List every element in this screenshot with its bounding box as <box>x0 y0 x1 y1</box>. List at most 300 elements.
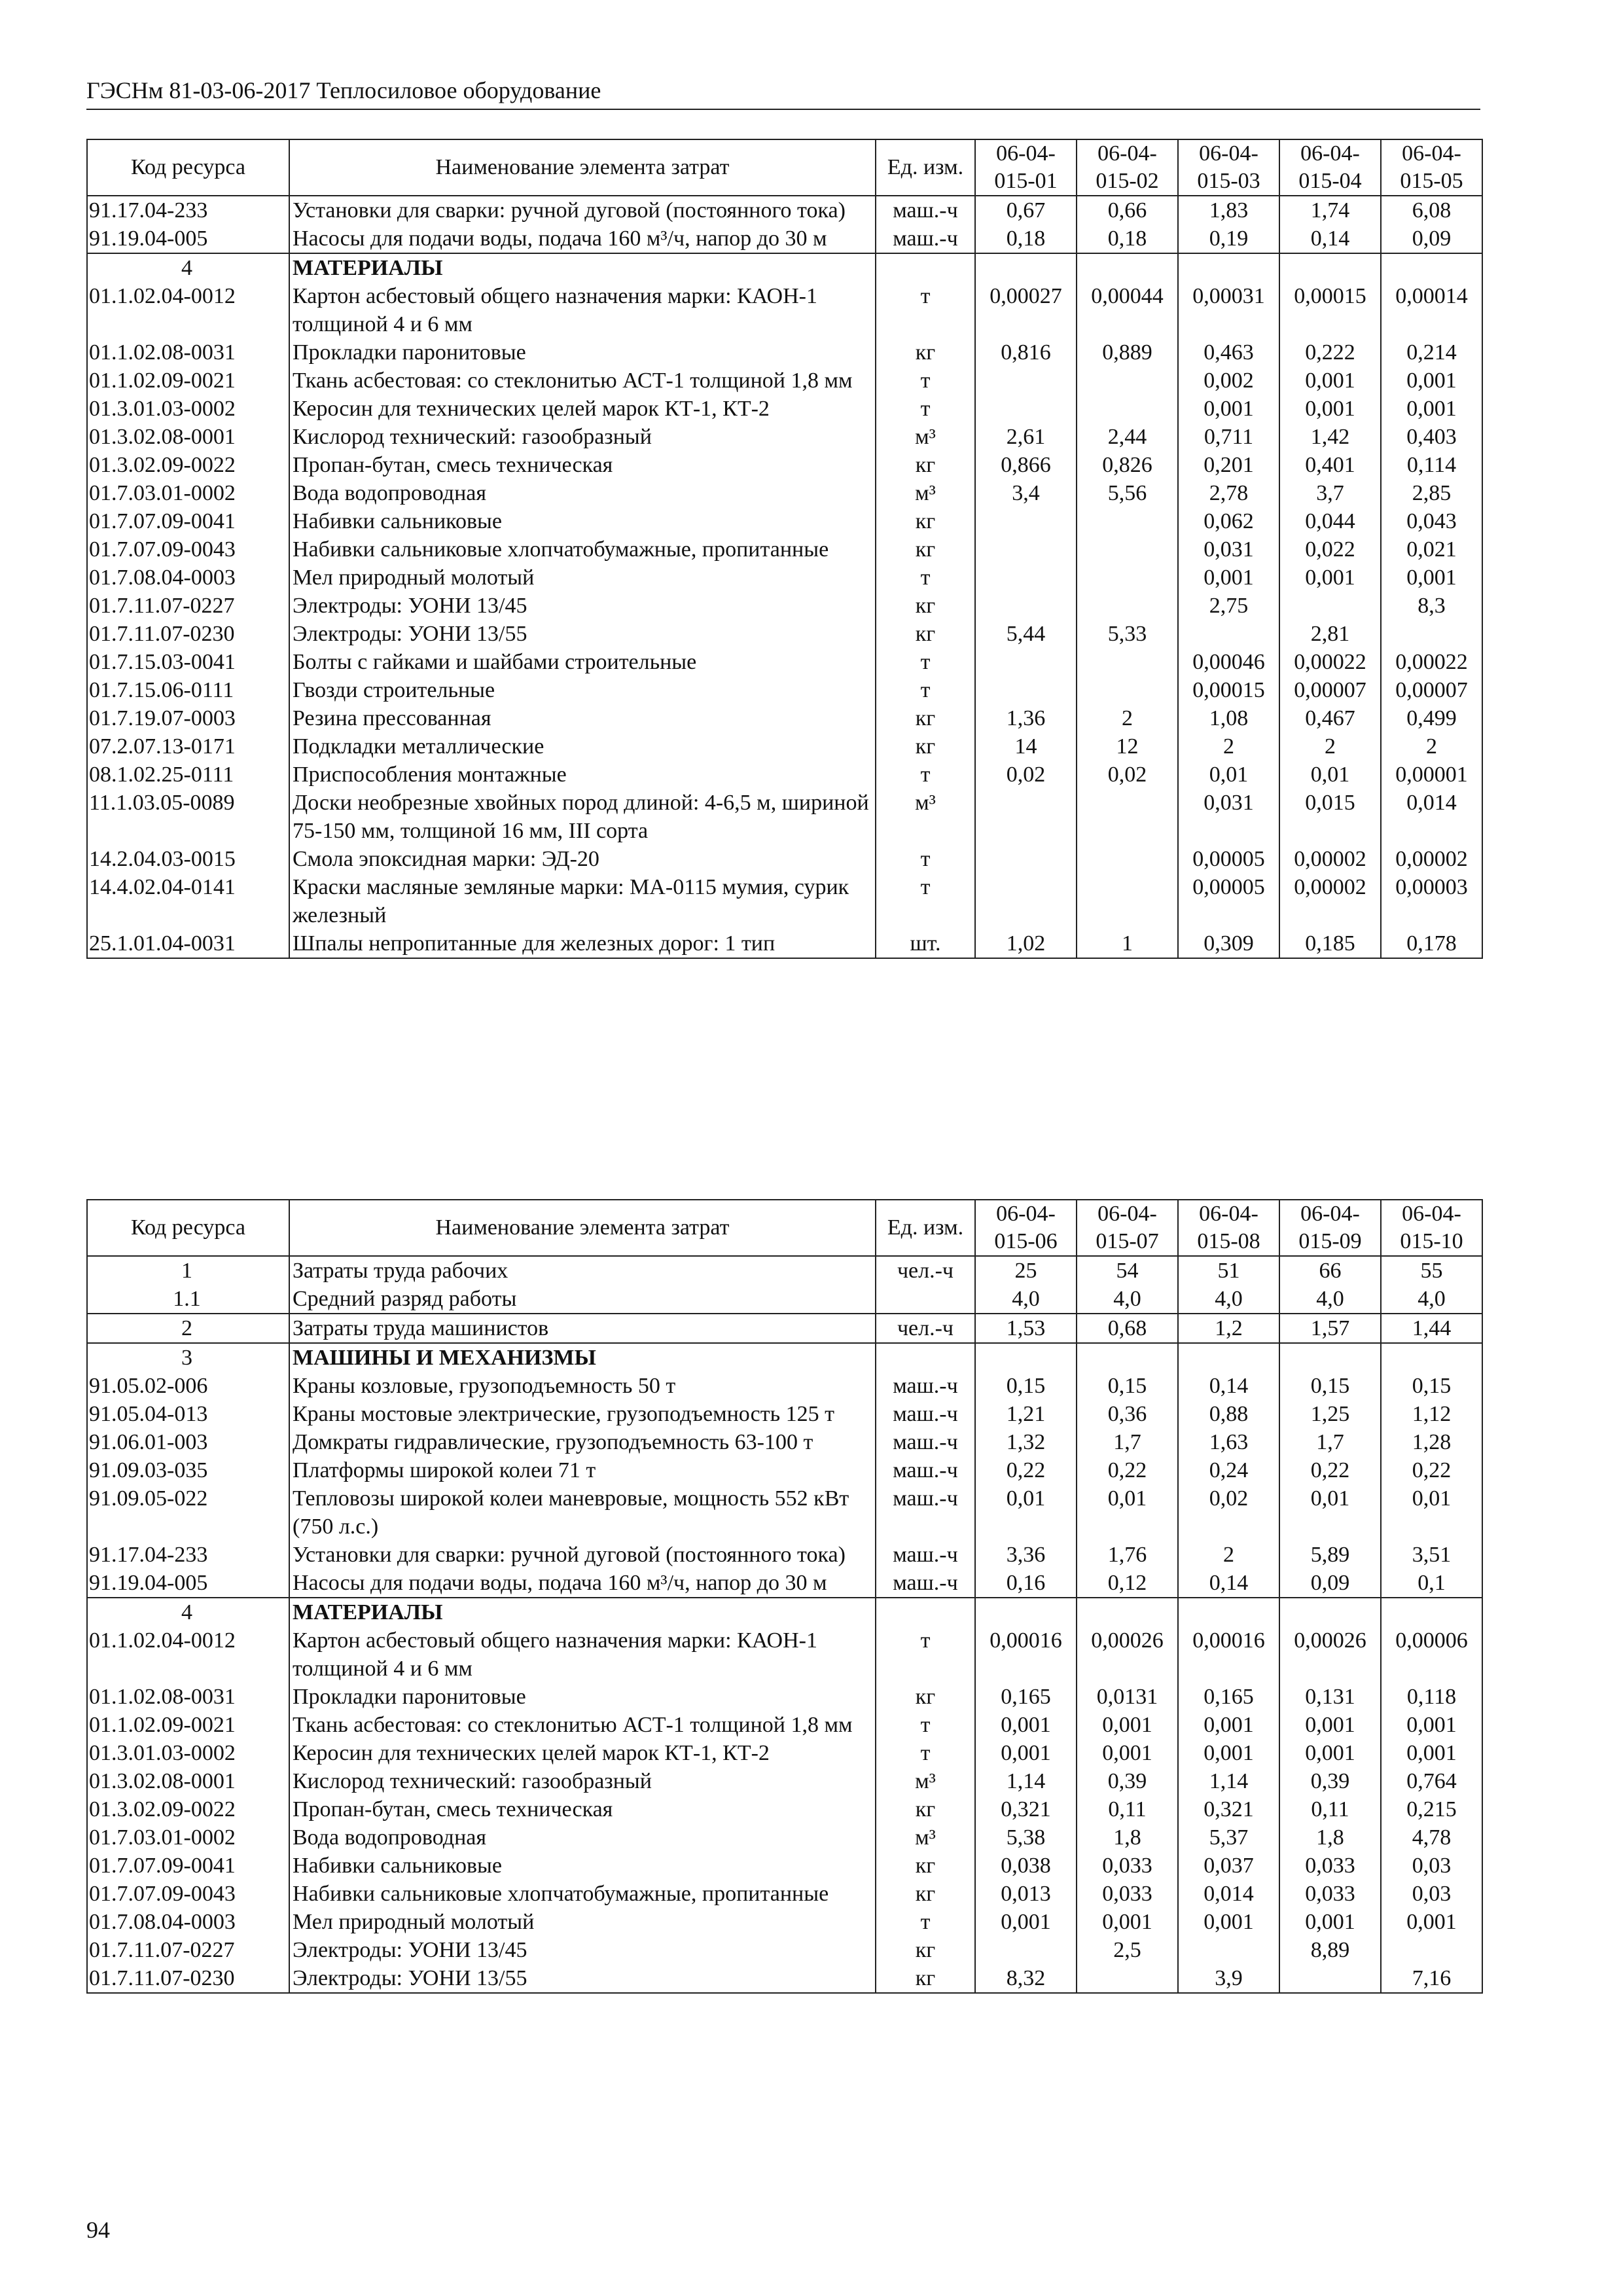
value-cell-1: 4,0 <box>975 1285 1077 1314</box>
unit-cell: кг <box>876 1795 975 1823</box>
value-cell-2 <box>1077 367 1178 395</box>
value-cell-2: 0,001 <box>1077 1711 1178 1739</box>
table-row <box>87 845 1482 873</box>
value-cell-5: 2 <box>1381 732 1482 761</box>
value-cell-4: 0,00026 <box>1279 1626 1381 1683</box>
resource-name: Керосин для технических целей марок КТ-1, КТ-2 <box>289 1739 876 1767</box>
table-row <box>87 1823 1482 1852</box>
resource-name: Насосы для подачи воды, подача 160 м³/ч, напор до 30 м <box>289 1569 876 1598</box>
value-cell-4: 0,467 <box>1279 704 1381 732</box>
value-cell-1 <box>975 1598 1077 1626</box>
resource-code: 08.1.02.25-0111 <box>87 761 289 789</box>
value-cell-2 <box>1077 789 1178 845</box>
value-cell-1 <box>975 845 1077 873</box>
value-cell-1: 8,32 <box>975 1964 1077 1993</box>
table-row <box>87 338 1482 367</box>
resource-name: МАШИНЫ И МЕХАНИЗМЫ <box>289 1343 876 1372</box>
value-cell-3: 0,02 <box>1178 1484 1279 1541</box>
value-cell-3: 0,00046 <box>1178 648 1279 676</box>
resource-name: Болты с гайками и шайбами строительные <box>289 648 876 676</box>
resource-name: Установки для сварки: ручной дуговой (постоянного тока) <box>289 196 876 224</box>
value-cell-1: 1,53 <box>975 1314 1077 1343</box>
resource-name: Средний разряд работы <box>289 1285 876 1314</box>
section-row <box>87 1343 1482 1372</box>
table-row <box>87 1456 1482 1484</box>
unit-cell <box>876 1343 975 1372</box>
value-cell-1: 0,22 <box>975 1456 1077 1484</box>
value-cell-3: 0,031 <box>1178 535 1279 564</box>
table-row <box>87 1795 1482 1823</box>
value-cell-5: 0,00007 <box>1381 676 1482 704</box>
value-cell-5: 0,764 <box>1381 1767 1482 1795</box>
resource-name: Набивки сальниковые <box>289 507 876 535</box>
resource-name: МАТЕРИАЛЫ <box>289 1598 876 1626</box>
value-cell-5: 0,09 <box>1381 224 1482 253</box>
value-cell-1: 5,44 <box>975 620 1077 648</box>
value-cell-1: 0,00027 <box>975 282 1077 338</box>
resource-code: 14.4.02.04-0141 <box>87 873 289 929</box>
resource-code: 91.09.03-035 <box>87 1456 289 1484</box>
resource-name: Установки для сварки: ручной дуговой (постоянного тока) <box>289 1541 876 1569</box>
resource-name: Вода водопроводная <box>289 1823 876 1852</box>
table-header-row <box>87 1200 1482 1256</box>
table-row <box>87 1908 1482 1936</box>
value-cell-5: 8,3 <box>1381 592 1482 620</box>
value-cell-3: 4,0 <box>1178 1285 1279 1314</box>
value-cell-3: 0,24 <box>1178 1456 1279 1484</box>
table-row <box>87 535 1482 564</box>
value-cell-2 <box>1077 1964 1178 1993</box>
value-cell-5: 1,28 <box>1381 1428 1482 1456</box>
value-cell-2 <box>1077 1343 1178 1372</box>
value-cell-1 <box>975 367 1077 395</box>
unit-cell: маш.-ч <box>876 1484 975 1541</box>
resource-name: Набивки сальниковые хлопчатобумажные, пропитанные <box>289 1880 876 1908</box>
table-row <box>87 282 1482 338</box>
value-cell-4: 8,89 <box>1279 1936 1381 1964</box>
value-cell-4 <box>1279 1964 1381 1993</box>
unit-cell: кг <box>876 732 975 761</box>
section-row <box>87 1598 1482 1626</box>
value-cell-3: 2,75 <box>1178 592 1279 620</box>
value-cell-3: 0,309 <box>1178 929 1279 958</box>
unit-cell: т <box>876 1711 975 1739</box>
table-row <box>87 1711 1482 1739</box>
header-col-5: 06-04-015-05 <box>1381 139 1482 196</box>
value-cell-3: 0,001 <box>1178 1711 1279 1739</box>
resource-name: Платформы широкой колеи 71 т <box>289 1456 876 1484</box>
value-cell-4: 0,131 <box>1279 1683 1381 1711</box>
value-cell-1 <box>975 507 1077 535</box>
value-cell-3: 0,00016 <box>1178 1626 1279 1683</box>
value-cell-4: 0,033 <box>1279 1880 1381 1908</box>
unit-cell: м³ <box>876 479 975 507</box>
table-row <box>87 1484 1482 1541</box>
value-cell-5: 0,00006 <box>1381 1626 1482 1683</box>
resource-code: 1 <box>87 1256 289 1285</box>
value-cell-4: 0,00022 <box>1279 648 1381 676</box>
value-cell-3: 0,002 <box>1178 367 1279 395</box>
unit-cell: маш.-ч <box>876 1456 975 1484</box>
value-cell-3: 3,9 <box>1178 1964 1279 1993</box>
value-cell-5: 0,214 <box>1381 338 1482 367</box>
value-cell-2: 4,0 <box>1077 1285 1178 1314</box>
value-cell-5: 7,16 <box>1381 1964 1482 1993</box>
header-col-2: 06-04-015-02 <box>1077 139 1178 196</box>
value-cell-2: 5,33 <box>1077 620 1178 648</box>
resource-name: Пропан-бутан, смесь техническая <box>289 451 876 479</box>
value-cell-3: 0,463 <box>1178 338 1279 367</box>
value-cell-2: 0,001 <box>1077 1739 1178 1767</box>
resource-code: 01.1.02.08-0031 <box>87 1683 289 1711</box>
unit-cell: кг <box>876 704 975 732</box>
resource-name: МАТЕРИАЛЫ <box>289 253 876 282</box>
value-cell-2 <box>1077 592 1178 620</box>
resource-code: 4 <box>87 253 289 282</box>
value-cell-4: 1,8 <box>1279 1823 1381 1852</box>
value-cell-3: 0,201 <box>1178 451 1279 479</box>
value-cell-4: 0,01 <box>1279 761 1381 789</box>
value-cell-3: 1,2 <box>1178 1314 1279 1343</box>
value-cell-5: 3,51 <box>1381 1541 1482 1569</box>
value-cell-4: 0,001 <box>1279 1739 1381 1767</box>
value-cell-4: 0,185 <box>1279 929 1381 958</box>
resource-name: Кислород технический: газообразный <box>289 1767 876 1795</box>
value-cell-2: 0,01 <box>1077 1484 1178 1541</box>
resource-name: Доски необрезные хвойных пород длиной: 4-6,5 м, шириной 75-150 мм, толщиной 16 мм, III сорта <box>289 789 876 845</box>
resource-code: 01.7.19.07-0003 <box>87 704 289 732</box>
table-row <box>87 1964 1482 1993</box>
resource-code: 01.7.11.07-0227 <box>87 1936 289 1964</box>
value-cell-5: 0,00002 <box>1381 845 1482 873</box>
resource-name: Электроды: УОНИ 13/55 <box>289 620 876 648</box>
value-cell-4: 0,022 <box>1279 535 1381 564</box>
resource-code: 91.19.04-005 <box>87 224 289 253</box>
unit-cell: т <box>876 1626 975 1683</box>
resource-code: 01.3.02.08-0001 <box>87 423 289 451</box>
resource-code: 07.2.07.13-0171 <box>87 732 289 761</box>
value-cell-5: 0,00014 <box>1381 282 1482 338</box>
resource-code: 4 <box>87 1598 289 1626</box>
header-name: Наименование элемента затрат <box>289 1200 876 1256</box>
value-cell-4: 1,57 <box>1279 1314 1381 1343</box>
resource-name: Ткань асбестовая: со стеклонитью АСТ-1 толщиной 1,8 мм <box>289 367 876 395</box>
value-cell-4: 0,001 <box>1279 395 1381 423</box>
value-cell-5: 0,00001 <box>1381 761 1482 789</box>
resource-name: Электроды: УОНИ 13/55 <box>289 1964 876 1993</box>
unit-cell: т <box>876 676 975 704</box>
resource-code: 01.7.07.09-0041 <box>87 507 289 535</box>
value-cell-4: 0,044 <box>1279 507 1381 535</box>
table-row <box>87 676 1482 704</box>
resource-name: Электроды: УОНИ 13/45 <box>289 1936 876 1964</box>
table-row <box>87 761 1482 789</box>
resource-name: Вода водопроводная <box>289 479 876 507</box>
value-cell-4: 0,001 <box>1279 1908 1381 1936</box>
table-row <box>87 367 1482 395</box>
value-cell-5: 0,014 <box>1381 789 1482 845</box>
table-row <box>87 1569 1482 1598</box>
value-cell-1 <box>975 873 1077 929</box>
unit-cell: м³ <box>876 1823 975 1852</box>
value-cell-5: 0,215 <box>1381 1795 1482 1823</box>
value-cell-1: 0,165 <box>975 1683 1077 1711</box>
value-cell-2: 0,033 <box>1077 1880 1178 1908</box>
running-header: ГЭСНм 81-03-06-2017 Теплосиловое оборудование <box>86 76 1480 110</box>
table-row <box>87 1739 1482 1767</box>
unit-cell <box>876 1598 975 1626</box>
table-row <box>87 564 1482 592</box>
section-row <box>87 1314 1482 1343</box>
value-cell-2 <box>1077 873 1178 929</box>
value-cell-2: 12 <box>1077 732 1178 761</box>
value-cell-1: 25 <box>975 1256 1077 1285</box>
value-cell-5: 0,01 <box>1381 1484 1482 1541</box>
value-cell-5 <box>1381 1936 1482 1964</box>
unit-cell: т <box>876 282 975 338</box>
table-row <box>87 423 1482 451</box>
resource-name: Краски масляные земляные марки: МА-0115 мумия, сурик железный <box>289 873 876 929</box>
table-row <box>87 704 1482 732</box>
value-cell-4: 0,15 <box>1279 1372 1381 1400</box>
value-cell-3: 0,14 <box>1178 1569 1279 1598</box>
value-cell-3: 0,014 <box>1178 1880 1279 1908</box>
value-cell-4: 0,00002 <box>1279 873 1381 929</box>
header-code: Код ресурса <box>87 139 289 196</box>
resource-name: Насосы для подачи воды, подача 160 м³/ч, напор до 30 м <box>289 224 876 253</box>
header-col-2: 06-04-015-07 <box>1077 1200 1178 1256</box>
unit-cell: кг <box>876 1936 975 1964</box>
value-cell-2 <box>1077 253 1178 282</box>
unit-cell: кг <box>876 1683 975 1711</box>
value-cell-3 <box>1178 1936 1279 1964</box>
resource-code: 01.7.11.07-0230 <box>87 620 289 648</box>
table-row <box>87 479 1482 507</box>
value-cell-2: 5,56 <box>1077 479 1178 507</box>
value-cell-4: 2,81 <box>1279 620 1381 648</box>
resource-code: 01.1.02.09-0021 <box>87 367 289 395</box>
value-cell-5: 0,403 <box>1381 423 1482 451</box>
value-cell-1: 1,14 <box>975 1767 1077 1795</box>
value-cell-1 <box>975 592 1077 620</box>
value-cell-2: 1,7 <box>1077 1428 1178 1456</box>
value-cell-5: 1,44 <box>1381 1314 1482 1343</box>
resource-name: Приспособления монтажные <box>289 761 876 789</box>
value-cell-5: 0,118 <box>1381 1683 1482 1711</box>
unit-cell: кг <box>876 592 975 620</box>
resource-name: Затраты труда машинистов <box>289 1314 876 1343</box>
unit-cell: кг <box>876 338 975 367</box>
header-col-4: 06-04-015-04 <box>1279 139 1381 196</box>
resource-name: Резина прессованная <box>289 704 876 732</box>
resource-code: 91.19.04-005 <box>87 1569 289 1598</box>
value-cell-5 <box>1381 1598 1482 1626</box>
unit-cell: маш.-ч <box>876 196 975 224</box>
value-cell-2: 0,39 <box>1077 1767 1178 1795</box>
value-cell-4: 0,001 <box>1279 1711 1381 1739</box>
table-row <box>87 732 1482 761</box>
resource-code: 14.2.04.03-0015 <box>87 845 289 873</box>
resource-code: 01.7.11.07-0230 <box>87 1964 289 1993</box>
value-cell-4: 1,7 <box>1279 1428 1381 1456</box>
unit-cell: кг <box>876 507 975 535</box>
value-cell-2: 0,826 <box>1077 451 1178 479</box>
value-cell-2 <box>1077 676 1178 704</box>
value-cell-2: 0,18 <box>1077 224 1178 253</box>
value-cell-2: 0,15 <box>1077 1372 1178 1400</box>
table-row <box>87 1372 1482 1400</box>
unit-cell: т <box>876 873 975 929</box>
value-cell-5: 0,043 <box>1381 507 1482 535</box>
value-cell-5 <box>1381 620 1482 648</box>
value-cell-3: 0,001 <box>1178 1908 1279 1936</box>
value-cell-2 <box>1077 507 1178 535</box>
unit-cell: чел.-ч <box>876 1256 975 1285</box>
page-number: 94 <box>86 2217 110 2243</box>
value-cell-1: 0,816 <box>975 338 1077 367</box>
value-cell-2: 0,001 <box>1077 1908 1178 1936</box>
resource-code: 1.1 <box>87 1285 289 1314</box>
header-col-3: 06-04-015-03 <box>1178 139 1279 196</box>
value-cell-4: 0,015 <box>1279 789 1381 845</box>
value-cell-4: 5,89 <box>1279 1541 1381 1569</box>
table-header-row <box>87 139 1482 196</box>
unit-cell: маш.-ч <box>876 1569 975 1598</box>
resource-code: 01.7.11.07-0227 <box>87 592 289 620</box>
resource-code: 91.09.05-022 <box>87 1484 289 1541</box>
table-row <box>87 1400 1482 1428</box>
resource-name: Картон асбестовый общего назначения марки: КАОН-1 толщиной 4 и 6 мм <box>289 1626 876 1683</box>
value-cell-3: 0,00005 <box>1178 873 1279 929</box>
unit-cell: кг <box>876 1852 975 1880</box>
value-cell-3: 1,08 <box>1178 704 1279 732</box>
resource-name: Домкраты гидравлические, грузоподъемность 63-100 т <box>289 1428 876 1456</box>
resource-name: Керосин для технических целей марок КТ-1, КТ-2 <box>289 395 876 423</box>
table-row <box>87 224 1482 253</box>
value-cell-2 <box>1077 648 1178 676</box>
value-cell-1: 0,321 <box>975 1795 1077 1823</box>
unit-cell: т <box>876 761 975 789</box>
value-cell-5: 0,001 <box>1381 1739 1482 1767</box>
value-cell-5: 6,08 <box>1381 196 1482 224</box>
resource-code: 01.7.03.01-0002 <box>87 479 289 507</box>
header-name: Наименование элемента затрат <box>289 139 876 196</box>
resource-code: 01.7.07.09-0043 <box>87 535 289 564</box>
value-cell-1: 1,21 <box>975 1400 1077 1428</box>
value-cell-3: 0,01 <box>1178 761 1279 789</box>
value-cell-5: 0,001 <box>1381 564 1482 592</box>
resource-code: 01.1.02.04-0012 <box>87 1626 289 1683</box>
table-row <box>87 196 1482 224</box>
table-row <box>87 592 1482 620</box>
unit-cell: т <box>876 1908 975 1936</box>
table-row <box>87 1767 1482 1795</box>
resource-code: 01.7.07.09-0043 <box>87 1880 289 1908</box>
value-cell-2: 0,00044 <box>1077 282 1178 338</box>
value-cell-2: 0,11 <box>1077 1795 1178 1823</box>
value-cell-1: 0,001 <box>975 1908 1077 1936</box>
value-cell-3: 0,14 <box>1178 1372 1279 1400</box>
unit-cell: т <box>876 845 975 873</box>
value-cell-1: 2,61 <box>975 423 1077 451</box>
resource-code: 01.1.02.09-0021 <box>87 1711 289 1739</box>
resource-code: 25.1.01.04-0031 <box>87 929 289 958</box>
value-cell-5: 0,001 <box>1381 367 1482 395</box>
value-cell-2: 0,68 <box>1077 1314 1178 1343</box>
value-cell-4: 0,001 <box>1279 367 1381 395</box>
value-cell-5: 0,114 <box>1381 451 1482 479</box>
resource-name: Затраты труда рабочих <box>289 1256 876 1285</box>
value-cell-4 <box>1279 592 1381 620</box>
value-cell-3: 0,00015 <box>1178 676 1279 704</box>
value-cell-2: 0,36 <box>1077 1400 1178 1428</box>
value-cell-3 <box>1178 1343 1279 1372</box>
table-row <box>87 1683 1482 1711</box>
value-cell-5: 0,001 <box>1381 395 1482 423</box>
unit-cell: шт. <box>876 929 975 958</box>
unit-cell: маш.-ч <box>876 1400 975 1428</box>
value-cell-2 <box>1077 845 1178 873</box>
value-cell-2: 0,66 <box>1077 196 1178 224</box>
resource-code: 01.7.15.06-0111 <box>87 676 289 704</box>
value-cell-1: 5,38 <box>975 1823 1077 1852</box>
value-cell-2: 0,0131 <box>1077 1683 1178 1711</box>
resource-code: 01.3.02.08-0001 <box>87 1767 289 1795</box>
value-cell-1 <box>975 1343 1077 1372</box>
value-cell-5: 2,85 <box>1381 479 1482 507</box>
table-row <box>87 873 1482 929</box>
value-cell-5: 0,499 <box>1381 704 1482 732</box>
unit-cell: т <box>876 395 975 423</box>
value-cell-4: 0,22 <box>1279 1456 1381 1484</box>
unit-cell: кг <box>876 1964 975 1993</box>
table-row <box>87 789 1482 845</box>
value-cell-1 <box>975 789 1077 845</box>
value-cell-4: 0,39 <box>1279 1767 1381 1795</box>
resource-name: Набивки сальниковые <box>289 1852 876 1880</box>
value-cell-3: 0,062 <box>1178 507 1279 535</box>
value-cell-1: 0,16 <box>975 1569 1077 1598</box>
table-row <box>87 1626 1482 1683</box>
value-cell-3: 0,711 <box>1178 423 1279 451</box>
resource-name: Прокладки паронитовые <box>289 1683 876 1711</box>
value-cell-2 <box>1077 395 1178 423</box>
unit-cell: т <box>876 564 975 592</box>
value-cell-3 <box>1178 253 1279 282</box>
resource-code: 01.3.01.03-0002 <box>87 395 289 423</box>
value-cell-1: 1,02 <box>975 929 1077 958</box>
value-cell-5: 0,00003 <box>1381 873 1482 929</box>
value-cell-5: 0,001 <box>1381 1711 1482 1739</box>
value-cell-5: 0,22 <box>1381 1456 1482 1484</box>
resource-code: 91.05.02-006 <box>87 1372 289 1400</box>
value-cell-3: 0,001 <box>1178 564 1279 592</box>
value-cell-4: 0,11 <box>1279 1795 1381 1823</box>
value-cell-3: 0,00005 <box>1178 845 1279 873</box>
value-cell-1 <box>975 535 1077 564</box>
table-row <box>87 395 1482 423</box>
value-cell-3: 51 <box>1178 1256 1279 1285</box>
value-cell-2 <box>1077 1598 1178 1626</box>
table-row <box>87 929 1482 958</box>
value-cell-2: 1 <box>1077 929 1178 958</box>
resource-code: 01.3.01.03-0002 <box>87 1739 289 1767</box>
resource-name: Электроды: УОНИ 13/45 <box>289 592 876 620</box>
resource-code: 11.1.03.05-0089 <box>87 789 289 845</box>
resource-name: Смола эпоксидная марки: ЭД-20 <box>289 845 876 873</box>
resource-name: Краны мостовые электрические, грузоподъемность 125 т <box>289 1400 876 1428</box>
resource-code: 01.7.08.04-0003 <box>87 564 289 592</box>
